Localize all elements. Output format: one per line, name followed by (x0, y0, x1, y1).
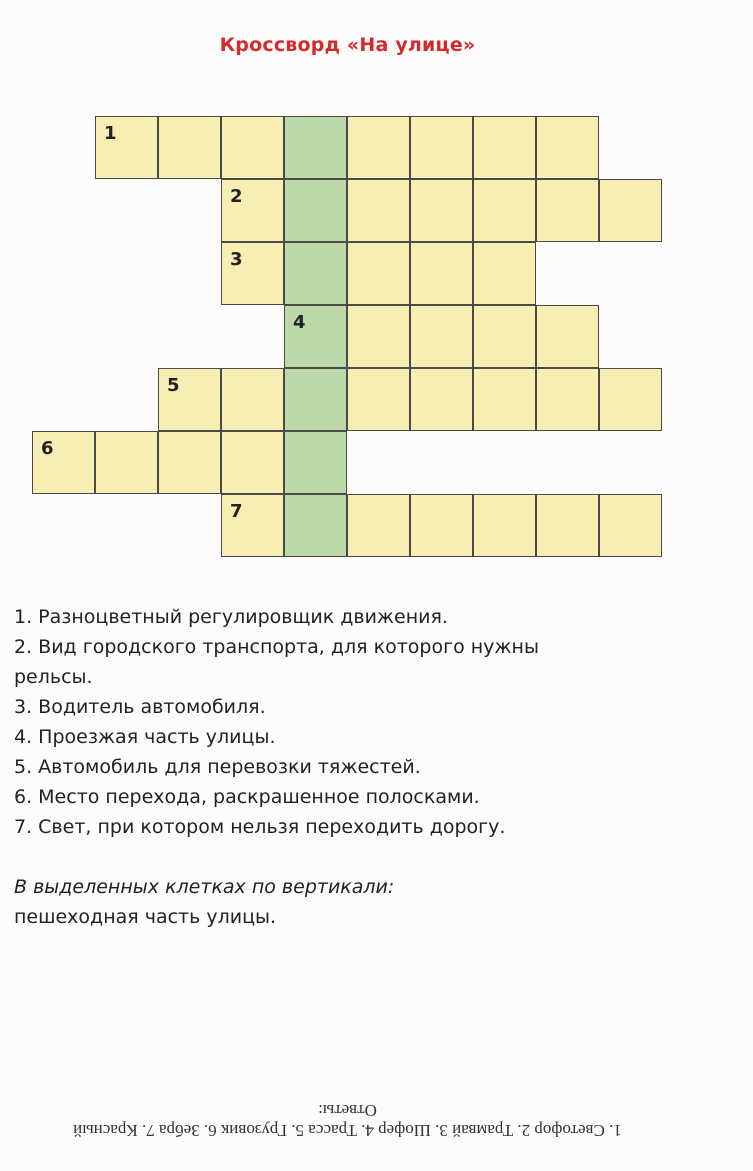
grid-cell[interactable] (536, 368, 599, 431)
grid-cell[interactable] (221, 242, 284, 305)
grid-cell[interactable] (347, 368, 410, 431)
grid-cell[interactable] (473, 368, 536, 431)
grid-cell[interactable] (95, 116, 158, 179)
grid-cell[interactable] (284, 179, 347, 242)
page-title: Кроссворд «На улице» (219, 34, 476, 56)
grid-cell[interactable] (410, 116, 473, 179)
grid-cell[interactable] (599, 494, 662, 557)
grid-cell[interactable] (221, 368, 284, 431)
grid-cell[interactable] (221, 431, 284, 494)
clue-number: 5 (167, 375, 180, 396)
clue-number: 6 (41, 438, 54, 459)
grid-cell[interactable] (410, 368, 473, 431)
grid-cell[interactable] (599, 179, 662, 242)
grid-cell[interactable] (158, 368, 221, 431)
grid-cell[interactable] (284, 305, 347, 368)
grid-cell[interactable] (221, 179, 284, 242)
grid-cell[interactable] (347, 242, 410, 305)
grid-cell[interactable] (536, 494, 599, 557)
clues-list (14, 602, 614, 842)
grid-cell[interactable] (347, 179, 410, 242)
grid-cell[interactable] (536, 179, 599, 242)
grid-cell[interactable] (158, 116, 221, 179)
grid-cell[interactable] (536, 116, 599, 179)
vertical-clue-text: пешеходная часть улицы. (14, 906, 277, 928)
answers-text: 1. Светофор 2. Трамвай 3. Шофер 4. Трасса 5. Грузовик 6. Зебра 7. Красный (73, 1121, 622, 1140)
grid-cell[interactable] (410, 494, 473, 557)
grid-cell[interactable] (536, 305, 599, 368)
grid-cell[interactable] (284, 494, 347, 557)
clue-3: 3. Водитель автомобиля. (14, 696, 266, 718)
grid-cell[interactable] (347, 116, 410, 179)
grid-cell[interactable] (95, 431, 158, 494)
grid-cell[interactable] (473, 179, 536, 242)
grid-cell[interactable] (473, 305, 536, 368)
answers-label: Ответы: (318, 1101, 377, 1120)
grid-cell[interactable] (410, 305, 473, 368)
clue-6: 6. Место перехода, раскрашенное полосками. (14, 786, 480, 808)
grid-cell[interactable] (284, 368, 347, 431)
grid-cell[interactable] (221, 494, 284, 557)
clue-2: 2. Вид городского транспорта, для которого нужны рельсы. (14, 636, 539, 688)
grid-cell[interactable] (410, 242, 473, 305)
crossword-grid (0, 0, 753, 570)
answers-block (0, 1094, 695, 1140)
grid-cell[interactable] (158, 431, 221, 494)
grid-cell[interactable] (473, 116, 536, 179)
grid-cell[interactable] (473, 242, 536, 305)
grid-cell[interactable] (599, 368, 662, 431)
grid-cell[interactable] (347, 494, 410, 557)
vertical-clue-label: В выделенных клетках по вертикали: (14, 876, 395, 898)
clue-1: 1. Разноцветный регулировщик движения. (14, 606, 448, 628)
clue-number: 2 (230, 186, 243, 207)
grid-cell[interactable] (473, 494, 536, 557)
clue-5: 5. Автомобиль для перевозки тяжестей. (14, 756, 421, 778)
grid-cell[interactable] (284, 242, 347, 305)
grid-cell[interactable] (32, 431, 95, 494)
grid-cell[interactable] (284, 431, 347, 494)
grid-cell[interactable] (347, 305, 410, 368)
clue-number: 7 (230, 501, 243, 522)
clue-7: 7. Свет, при котором нельзя переходить дорогу. (14, 816, 506, 838)
clue-number: 1 (104, 123, 117, 144)
grid-cell[interactable] (284, 116, 347, 179)
grid-cell[interactable] (221, 116, 284, 179)
clue-4: 4. Проезжая часть улицы. (14, 726, 276, 748)
grid-cell[interactable] (410, 179, 473, 242)
clue-number: 3 (230, 249, 243, 270)
clue-number: 4 (293, 312, 306, 333)
